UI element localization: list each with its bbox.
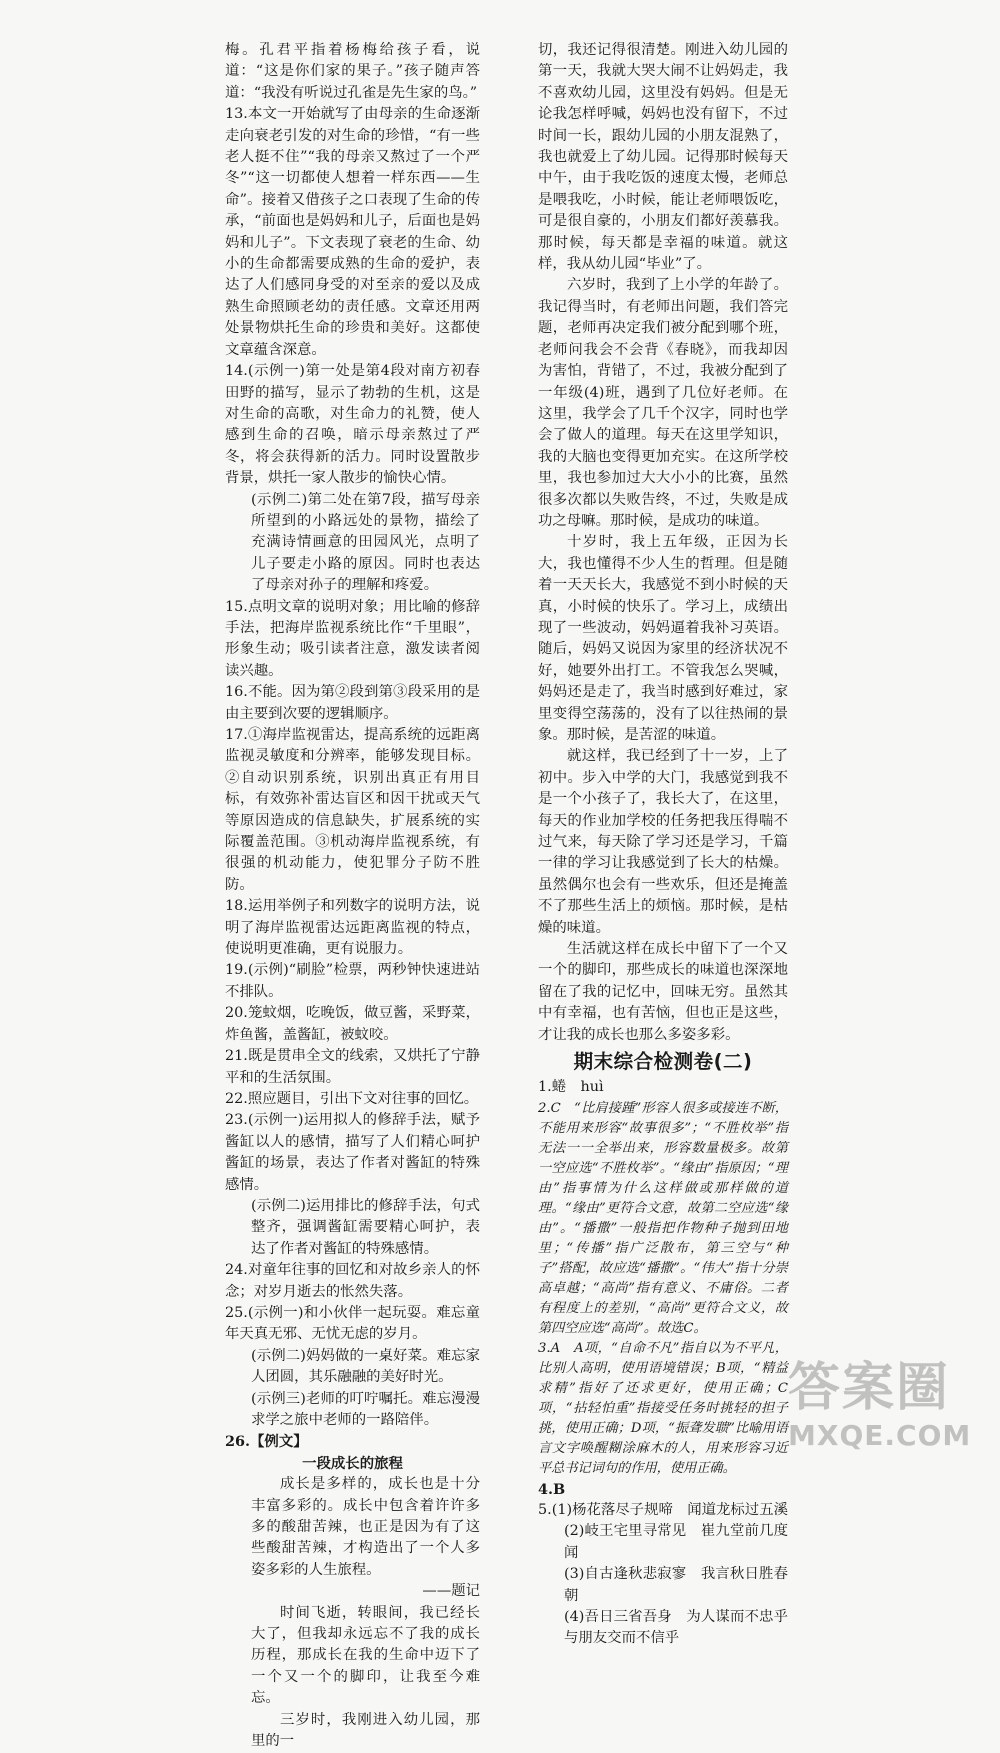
exam-answer-5-4: (4)吾日三省吾身 为人谋而不忠乎 与朋友交而不信乎: [564, 1608, 803, 1647]
answer-14-example-1: 14.(示例一)第一处是第4段对南方初春田野的描写，显示了勃勃的生机，这是对生命的高歌，对生命力的礼赞，使人感到生命的召唤，暗示母亲熬过了严冬，将会获得新的活力。同时设置散步背景，烘托一家人散步的愉快心情。: [225, 363, 480, 487]
answer-14-example-2: (示例二)第二处在第7段，描写母亲所望到的小路远处的景物，描绘了充满诗情画意的田园风光，点明了儿子要走小路的原因。同时也表达了母亲对孙子的理解和疼爱。: [251, 491, 480, 594]
answer-25-example-1: 25.(示例一)和小伙伴一起玩耍。难忘童年天真无邪、无忧无虑的岁月。: [225, 1304, 480, 1343]
watermark-logo-text: 答案圈: [788, 1358, 951, 1418]
answer-12-continued: 梅。孔君平指着杨梅给孩子看，说道：“这是你们家的果子。”孩子随声答道：“我没有听说过孔雀是先生家的鸟。”: [225, 42, 480, 101]
answer-24: 24.对童年往事的回忆和对故乡亲人的怀念；对岁月逝去的怅然失落。: [225, 1262, 480, 1300]
exam-answer-5-1: 5.(1)杨花落尽子规啼 闻道龙标过五溪: [538, 1501, 788, 1518]
answer-20: 20.笼蚊烟，吃晚饭，做豆酱，采野菜，炸鱼酱，盖酱缸，被蚊咬。: [225, 1005, 480, 1043]
answer-23-example-1: 23.(示例一)运用拟人的修辞手法，赋予酱缸以人的感情，描写了人们精心呵护酱缸的场景，表达了作者对酱缸的特殊感情。: [225, 1112, 480, 1193]
exam-answer-5-3: (3)自古逢秋悲寂寥 我言秋日胜春朝: [564, 1566, 788, 1604]
essay-title: 一段成长的旅程: [302, 1454, 403, 1472]
answer-22: 22.照应题目，引出下文对往事的回忆。: [225, 1090, 479, 1107]
answer-17: 17.①海岸监视雷达，提高系统的远距离监视灵敏度和分辨率，能够发现目标。②自动识别系统，识别出真正有用目标，有效弥补雷达盲区和因干扰或天气等原因造成的信息缺失，扩展系统的实际覆盖范围。③机动海岸监视系统，有很强的机动能力，使犯罪分子防不胜防。: [225, 727, 480, 893]
essay-paragraph: 切，我还记得很清楚。刚进入幼儿园的第一天，我就大哭大闹不让妈妈走，我不喜欢幼儿园，这里没有妈妈。但是无论我怎样呼喊，妈妈也没有留下，不过时间一长，跟幼儿园的小朋友混熟了，我也就爱上了幼儿园。记得那时候每天中午，由于我吃饭的速度太慢，老师总是喂我吃，小时候，能让老师喂饭吃，可是很自豪的，小朋友们都好羡慕我。那时候，每天都是幸福的味道。就这样，我从幼儿园“毕业”了。: [538, 42, 788, 273]
answer-25-example-3: (示例三)老师的叮咛嘱托。难忘漫漫求学之旅中老师的一路陪伴。: [251, 1390, 480, 1428]
answer-25-example-2: (示例二)妈妈做的一桌好菜。难忘家人团圆，其乐融融的美好时光。: [251, 1347, 480, 1386]
answer-26-label: 26.【例文】: [225, 1433, 308, 1451]
watermark-url: MXQE.COM: [788, 1419, 972, 1452]
exam-answer-4: 4.B: [538, 1480, 566, 1498]
essay-epigraph-sign: ——题记: [422, 1583, 480, 1600]
essay-paragraph: 三岁时，我刚进入幼儿园，那里的一: [251, 1711, 480, 1750]
essay-epigraph: 成长是多样的，成长也是十分丰富多彩的。成长中包含着许许多多的酸甜苦辣，也正是因为有了这些酸甜苦辣，才构造出了一个人多姿多彩的人生旅程。: [251, 1476, 480, 1578]
answer-18: 18.运用举例子和列数字的说明方法，说明了海岸监视雷达远距离监视的特点，使说明更准确，更有说服力。: [225, 898, 480, 958]
exam-answer-2: 2.C “比肩接踵”形容人很多或接连不断，不能用来形容“故事很多”；“不胜枚举”指无法一一全举出来，形容数量极多。故第一空应选“不胜枚举”。“缘由”指原因；“理由”指事情为什么这样做或那样做的道理。“缘由”更符合文意，故第二空应选“缘由”。“播撒”一般指把作物种子抛到田地里；“传播”指广泛散布，第三空与“种子”搭配，故应选“播撒”。“伟大”指十分崇高卓越；“高尚”指有意义、不庸俗。二者有程度上的差别，“高尚”更符合文义，故第四空应选“高尚”。故选C。: [538, 1100, 788, 1336]
exam-answer-3: 3.A A项，“自命不凡”指自以为不平凡，比别人高明，使用语境错误；B项，“精益求精”指好了还求更好，使用正确；C项，“拈轻怕重”指接受任务时挑轻的担子挑，使用正确；D项，“振聋发聩”比喻用语言文字唤醒糊涂麻木的人，用来形容习近平总书记词句的作用，使用正确。: [538, 1340, 788, 1476]
answer-21: 21.既是贯串全文的线索，又烘托了宁静平和的生活氛围。: [225, 1048, 480, 1086]
answer-15: 15.点明文章的说明对象；用比喻的修辞手法，把海岸监视系统比作“千里眼”，形象生动；吸引读者注意，激发读者阅读兴趣。: [225, 598, 480, 679]
answer-16: 16.不能。因为第②段到第③段采用的是由主要到次要的逻辑顺序。: [225, 684, 480, 722]
right-column: [538, 40, 803, 1650]
exam-section-title: 期末综合检测卷(二): [573, 1050, 753, 1074]
exam-answer-1: 1.蜷 huì: [538, 1079, 604, 1096]
essay-paragraph: 生活就这样在成长中留下了一个又一个的脚印，那些成长的味道也深深地留在了我的记忆中，回味无穷。虽然其中有幸福，也有苦恼，但也正是这些，才让我的成长也那么多姿多彩。: [538, 941, 788, 1043]
answer-13: 13.本文一开始就写了由母亲的生命逐渐走向衰老引发的对生命的珍惜，“有一些老人挺不住”“我的母亲又熬过了一个严冬”“这一切都使人想着一样东西——生命”。接着又借孩子之口表现了生命的传承，“前面也是妈妈和儿子，后面也是妈妈和儿子”。下文表现了衰老的生命、幼小的生命都需要成熟的生命的爱护，表达了人们感同身受的对至亲的爱以及成熟生命照顾老幼的责任感。文章还用两处景物烘托生命的珍贵和美好。这都使文章蕴含深意。: [225, 106, 480, 358]
exam-answer-5-2: (2)岐王宅里寻常见 崔九堂前几度闻: [564, 1523, 788, 1561]
essay-paragraph: 时间飞逝，转眼间，我已经长大了，但我却永远忘不了我的成长历程，那成长在我的生命中迈下了一个又一个的脚印，让我至今难忘。: [251, 1604, 480, 1707]
essay-paragraph: 六岁时，我到了上小学的年龄了。我记得当时，有老师出问题，我们答完题，老师再决定我们被分配到哪个班，老师问我会不会背《春晓》，而我却因为害怕，背错了，不过，我被分配到了一年级(4)班，遇到了几位好老师。在这里，我学会了几千个汉字，同时也学会了做人的道理。每天在这里学知识，我的大脑也变得更加充实。在这所学校里，我也参加过大大小小的比赛，虽然很多次都以失败告终，不过，失败是成功之母嘛。那时候，是成功的味道。: [538, 277, 788, 529]
watermark: [788, 1358, 993, 1466]
answer-19: 19.(示例)“刷脸”检票，两秒钟快速进站不排队。: [225, 962, 480, 1000]
left-column: [225, 40, 480, 1753]
answer-23-example-2: (示例二)运用排比的修辞手法，句式整齐，强调酱缸需要精心呵护，表达了作者对酱缸的特殊感情。: [251, 1197, 480, 1257]
essay-paragraph: 就这样，我已经到了十一岁，上了初中。步入中学的大门，我感觉到我不是一个小孩子了，我长大了，在这里，每天的作业加学校的任务把我压得喘不过气来，每天除了学习还是学习，千篇一律的学习让我感觉到了长大的枯燥。虽然偶尔也会有一些欢乐，但还是掩盖不了那些生活上的烦恼。那时候，是枯燥的味道。: [538, 748, 788, 936]
essay-paragraph: 十岁时，我上五年级，正因为长大，我也懂得不少人生的哲理。但是随着一天天长大，我感觉不到小时候的天真，小时候的快乐了。学习上，成绩出现了一些波动，妈妈逼着我补习英语。随后，妈妈又说因为家里的经济状况不好，她要外出打工。不管我怎么哭喊，妈妈还是走了，我当时感到好难过，家里变得空荡荡的，没有了以往热闹的景象。那时候，是苦涩的味道。: [538, 534, 788, 743]
